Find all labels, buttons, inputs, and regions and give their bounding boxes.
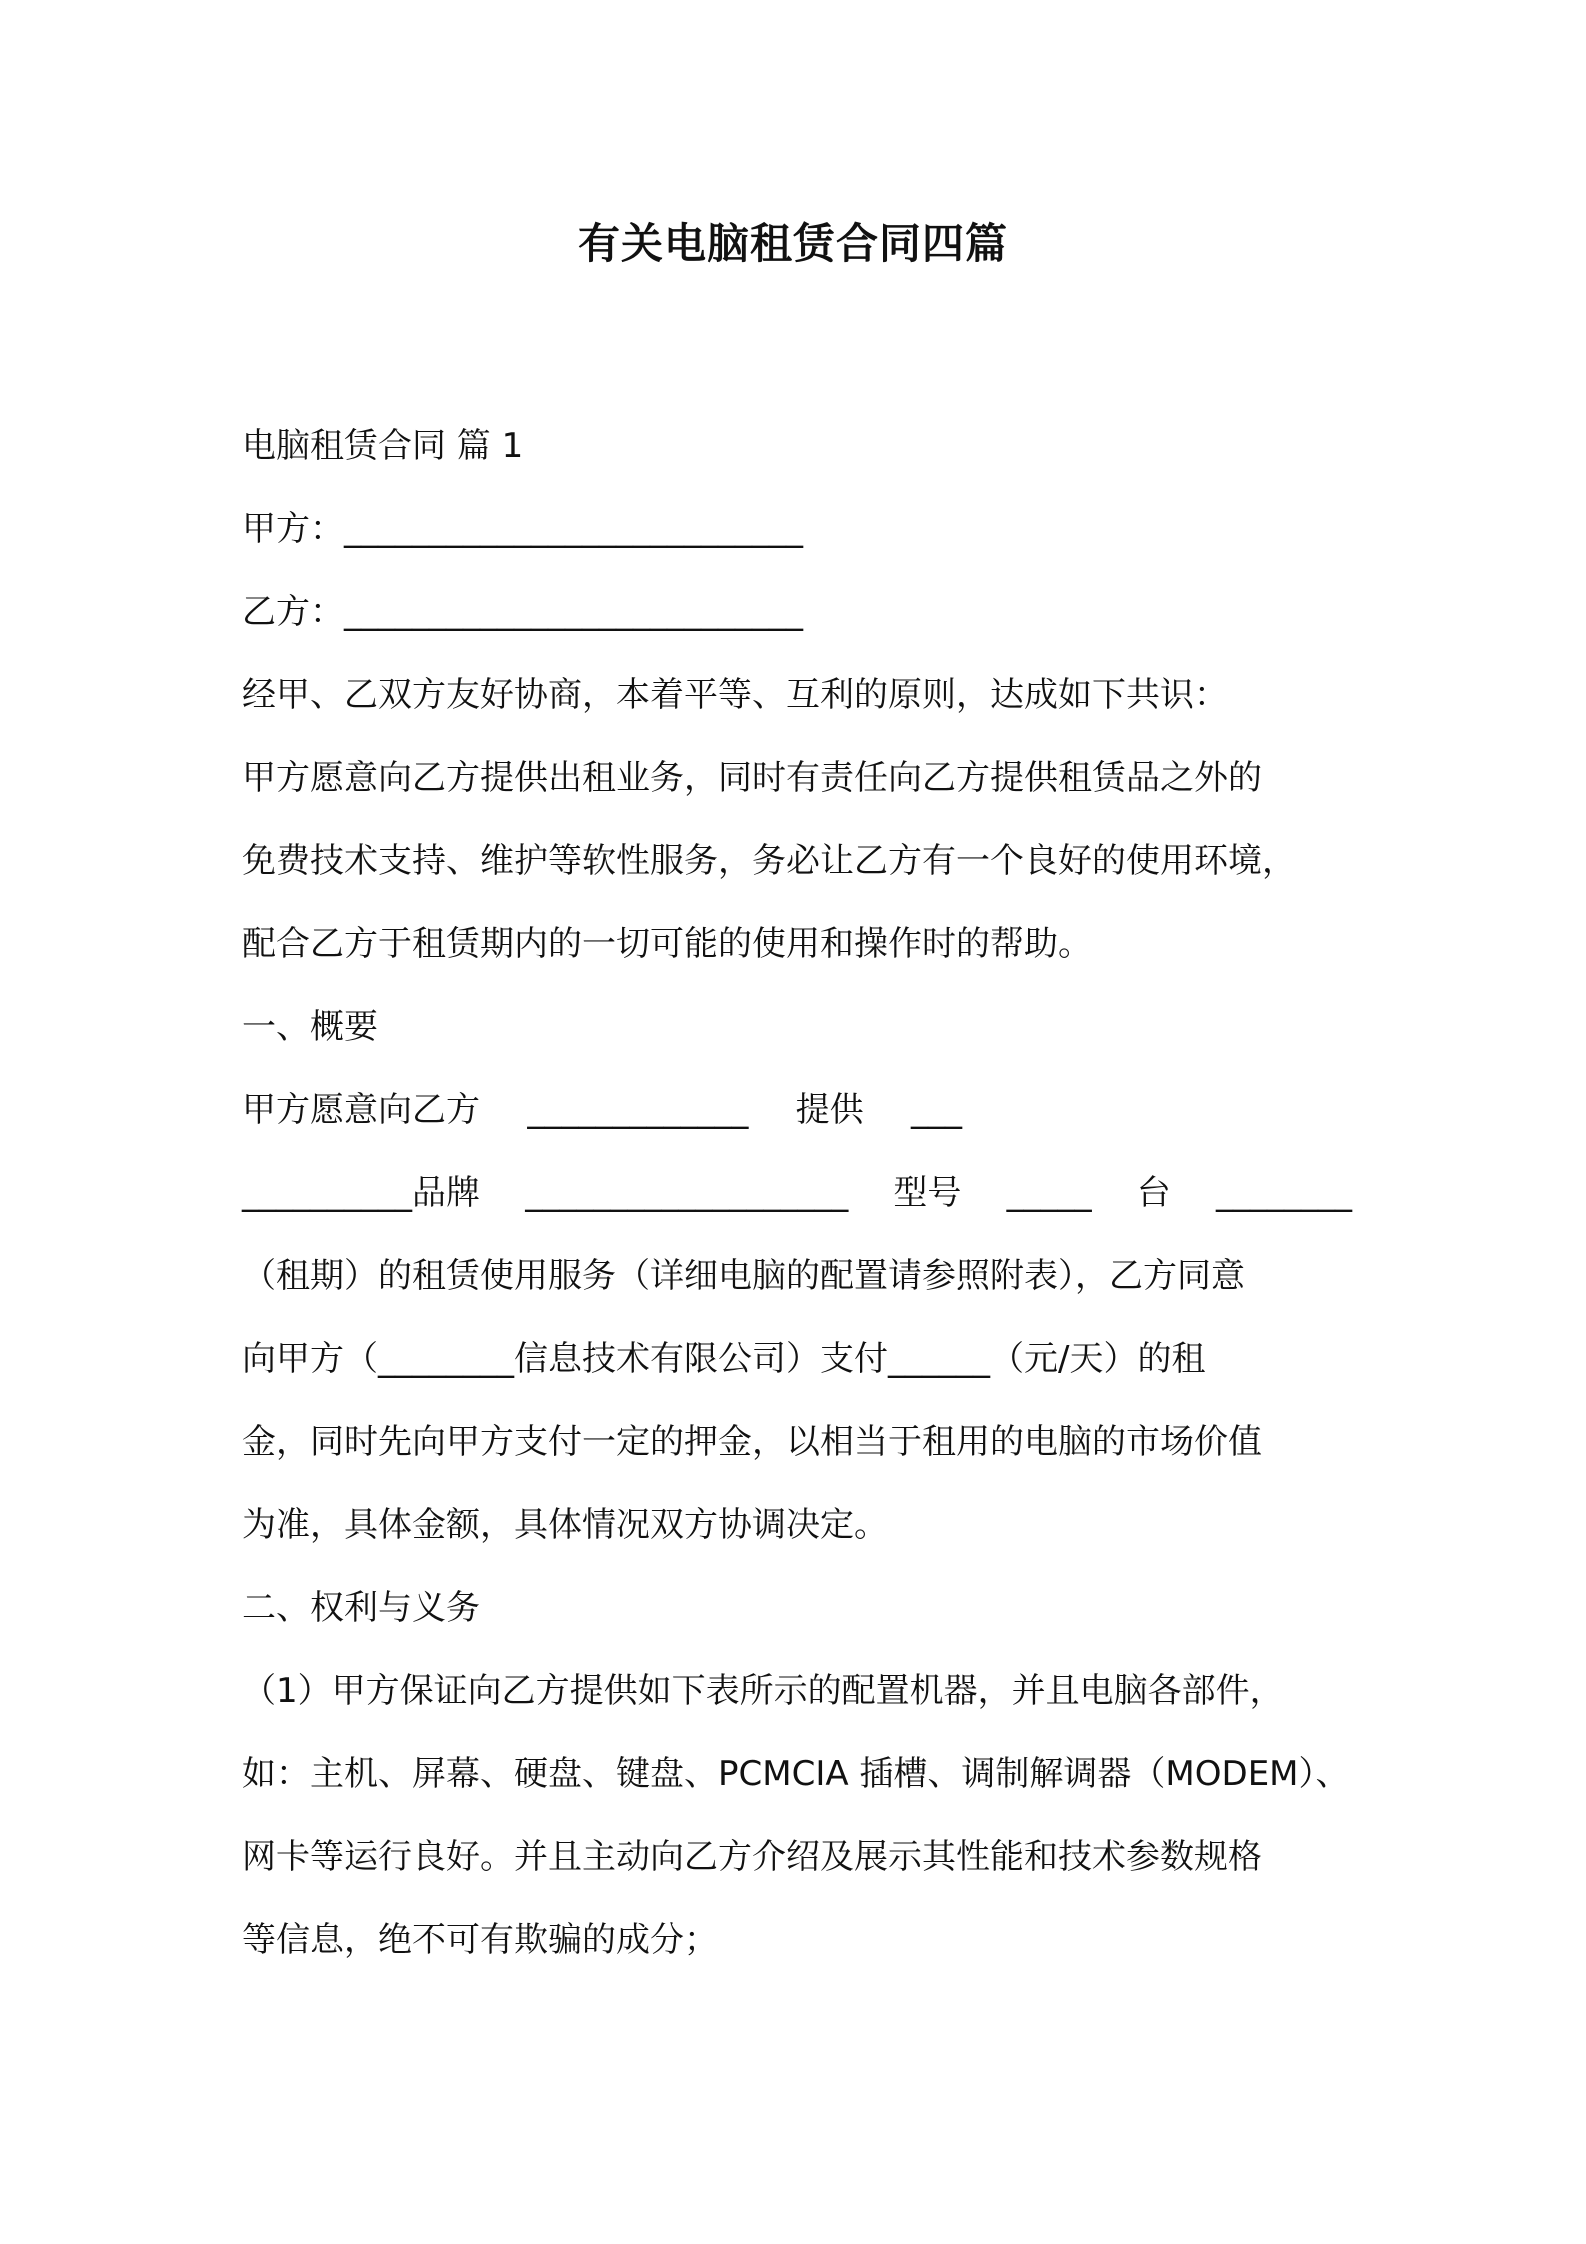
blank-field: ________ xyxy=(1215,1173,1352,1213)
blank-field: ___ xyxy=(910,1090,962,1130)
paragraph-line: 甲方愿意向乙方提供出租业务，同时有责任向乙方提供租赁品之外的 xyxy=(242,758,1262,798)
heading-rights: 二、权利与义务 xyxy=(242,1588,480,1628)
intro-paragraph: 经甲、乙双方友好协商，本着平等、互利的原则，达成如下共识： xyxy=(242,675,1228,715)
paragraph-line: 金，同时先向甲方支付一定的押金，以相当于租用的电脑的市场价值 xyxy=(242,1422,1262,1462)
paragraph-line: 为准，具体金额，具体情况双方协调决定。 xyxy=(242,1505,888,1545)
party-b-line: 乙方：___________________________ xyxy=(242,592,803,632)
summary-text: 甲方愿意向乙方 xyxy=(242,1090,480,1130)
paragraph-line: 向甲方（________信息技术有限公司）支付______（元/天）的租 xyxy=(242,1339,1206,1379)
summary-text: 提供 xyxy=(795,1090,864,1130)
paragraph-line: 免费技术支持、维护等软性服务，务必让乙方有一个良好的使用环境， xyxy=(242,841,1296,881)
blank-field: _____ xyxy=(1006,1173,1092,1213)
summary-fill-line-2 xyxy=(242,1152,1352,1235)
section-heading: 电脑租赁合同 篇 1 xyxy=(242,426,524,466)
paragraph-line: （1）甲方保证向乙方提供如下表所示的配置机器，并且电脑各部件， xyxy=(242,1671,1284,1711)
paragraph-line: （租期）的租赁使用服务（详细电脑的配置请参照附表），乙方同意 xyxy=(242,1256,1245,1296)
summary-text: 台 xyxy=(1136,1173,1171,1213)
paragraph-line: 等信息，绝不可有欺骗的成分； xyxy=(242,1920,718,1960)
summary-fill-line-1 xyxy=(242,1069,962,1152)
heading-summary: 一、概要 xyxy=(242,1007,378,1047)
party-a-line: 甲方：___________________________ xyxy=(242,509,803,549)
brand-field: __________品牌 xyxy=(242,1173,480,1213)
paragraph-line: 网卡等运行良好。并且主动向乙方介绍及展示其性能和技术参数规格 xyxy=(242,1837,1262,1877)
document-title: 有关电脑租赁合同四篇 xyxy=(577,219,1008,268)
blank-field: _____________ xyxy=(527,1090,749,1130)
summary-text: 型号 xyxy=(893,1173,962,1213)
paragraph-line: 配合乙方于租赁期内的一切可能的使用和操作时的帮助。 xyxy=(242,924,1092,964)
paragraph-line: 如：主机、屏幕、硬盘、键盘、PCMCIA 插槽、调制解调器（MODEM）、 xyxy=(242,1754,1350,1794)
blank-field: ___________________ xyxy=(525,1173,849,1213)
document-body xyxy=(242,405,1362,1982)
